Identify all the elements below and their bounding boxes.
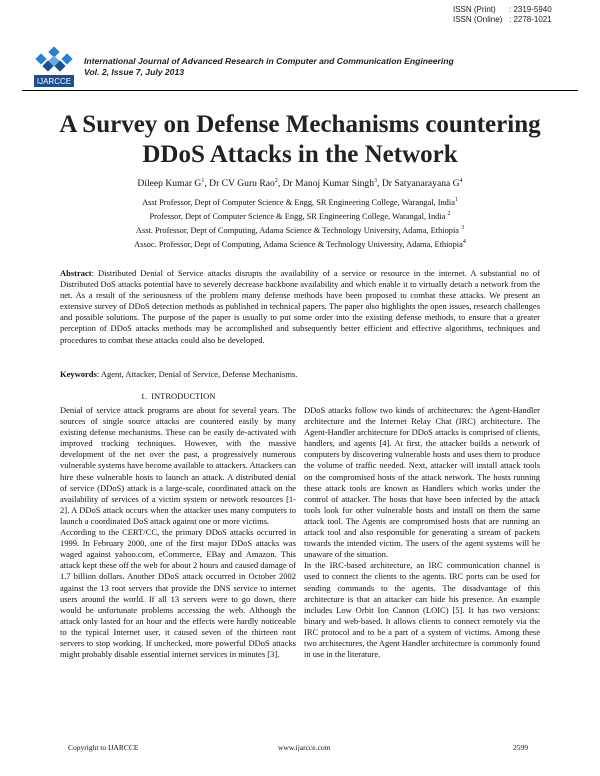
footer-website: www.ijarcce.com: [278, 743, 331, 752]
logo-emblem-icon: [35, 46, 72, 71]
affiliation-list: [20, 196, 580, 252]
abstract-label: Abstract: [60, 268, 92, 278]
title-line: A Survey on Defense Mechanisms countering: [59, 111, 541, 138]
affiliation: Asst Professor, Dept of Computer Science & Engg, SR Engineering College, Warangal, India$^1$: [142, 197, 458, 207]
logo-text: IJARCCE: [36, 77, 72, 86]
abstract-text: : Distributed Denial of Service attacks disrupts the availability of a service or resource in the internet. A substantial no of Distributed DoS attacks potential have to severely decrease backbone availability and which enable it to virtually detach a network from the net. As a result of the seriousness of the problem many defense methods have been proposed to combat these attacks. We present an extensive survey of DDoS detection methods as published in technical papers. The paper also highlights the open issues, research challenges and possible solutions. The purpose of the paper is usually to put some order into the existing defense methods, to ensure that a greater perception of DDoS attacks methods may be accomplished and subsequently better efficient and effective algorithms, techniques and procedures to combat these attacks could also be developed.: [60, 268, 540, 345]
issn-block: [453, 5, 552, 25]
author: Dr Manoj Kumar Singh$^3$: [282, 177, 378, 189]
paragraph: DDoS attacks follow two kinds of architectures: the Agent-Handler architecture and the Internet Relay Chat (IRC) architecture. The Agent-Handler architecture for DDoS attacks is comprised of clients, handlers, and agents [4]. At first, the attacker builds a network of computers by discovering vulnerable hosts and uses them to produce the volume of traffic needed. Next, attacker will install attack tools on the compromised hosts of the attack network. The hosts running these attack tools are known as Handlers which works under the control of attacker. The hosts that have been infected by the attack tools look for other vulnerable hosts and install on them the same attack tool. The Agents are compromised hosts that are running an attack tool and also responsible for generating a stream of packets towards the intended victim. The users of the agent systems will be unaware of the situation.: [304, 405, 540, 560]
footer-copyright: Copyright to IJARCCE: [68, 743, 139, 752]
keywords-text: : Agent, Attacker, Denial of Service, Defense Mechanisms.: [96, 369, 298, 379]
issn-print: ISSN (Print) : 2319-5940: [453, 5, 552, 14]
right-column: [304, 405, 540, 660]
author: Dileep Kumar $G^1$: [137, 177, 205, 189]
paragraph: According to the CERT/CC, the primary DDoS attacks occurred in 1999. In February 2000, one of the first major DDoS attacks was waged against yahoo.com, eCommerce, EBay and Amazon. This attack kept these off the web for about 2 hours and caused damage of 1.7 billion dollars. Another DDoS attack occurred in October 2002 against the 13 root servers that provide the DNS service to internet users around the world. If all 13 servers were to go down, there would be unfortunate problems accessing the web. Although the attack only lasted for an hour and the effects were hardly noticeable to the typical Internet user, it caused seven of the thirteen root servers to stop working. If unchecked, more powerful DDoS attacks might probably disable essential internet services in minutes [3].: [60, 527, 296, 660]
journal-logo: [34, 43, 74, 87]
affiliation: Professor, Dept of Computer Science & Engg, SR Engineering College, Warangal, India $^2$: [149, 211, 451, 221]
affiliation: Assoc. Professor, Dept of Computing, Adama Science & Technology University, Adama, Ethiopia$^4$: [134, 239, 466, 249]
paper-title: [20, 110, 580, 170]
paragraph: In the IRC-based architecture, an IRC communication channel is used to connect the clients to the agents. IRC ports can be used for sending commands to the agents. The disadvantage of this architecture is that an attacker can hide his presence. An example includes Low Orbit Ion Cannon (LOIC) [5]. It has two versions: binary and web-based. It allows clients to connect remotely via the IRC protocol and to be a part of a system of victims. Among these two architectures, the Agent Handler architecture is commonly found in use in the literature.: [304, 560, 540, 660]
section-heading: 1. INTRODUCTION: [140, 391, 216, 401]
left-column: [60, 405, 296, 660]
keywords-label: Keywords: [60, 369, 97, 379]
paragraph: Denial of service attack programs are about for several years. The sources of single source attacks are countered easily by many existing defense mechanisms. These can be easily de-activated with improved tracking techniques. However, with the massive development of the net over the past, a progressively numerous vulnerable systems have become available to attackers. Attackers can hire these vulnerable hosts to launch an attack. A distributed denial of service (DDoS) attack is a large-scale, coordinated attack on the availability of services of a victim system or network resources [1-2]. A DDoS attack occurs when the attacker uses many computers to launch a coordinated DoS attack against one or more victims.: [60, 405, 296, 526]
keywords: [60, 369, 540, 379]
author-list: Dileep Kumar $G^1$, Dr CV Guru Rao$^2$, Dr Manoj Kumar Singh$^3$, Dr Satyanarayana $G^4$: [137, 177, 463, 189]
author: Dr Satyanarayana $G^4$: [381, 177, 463, 189]
footer-page-number: 2599: [513, 743, 528, 752]
affiliation: Asst. Professor, Dept of Computing, Adama Science & Technology University, Adama, Ethiopia $^3$: [135, 225, 465, 235]
author: Dr CV Guru Rao$^2$: [209, 177, 278, 189]
header-divider: [22, 90, 578, 91]
journal-volume: Vol. 2, Issue 7, July 2013: [84, 67, 184, 77]
title-line: DDoS Attacks in the Network: [142, 141, 458, 168]
journal-header: [84, 56, 454, 78]
journal-name: International Journal of Advanced Research in Computer and Communication Engineering: [84, 56, 454, 66]
abstract: [60, 268, 540, 346]
issn-online: ISSN (Online) : 2278-1021: [453, 15, 552, 24]
